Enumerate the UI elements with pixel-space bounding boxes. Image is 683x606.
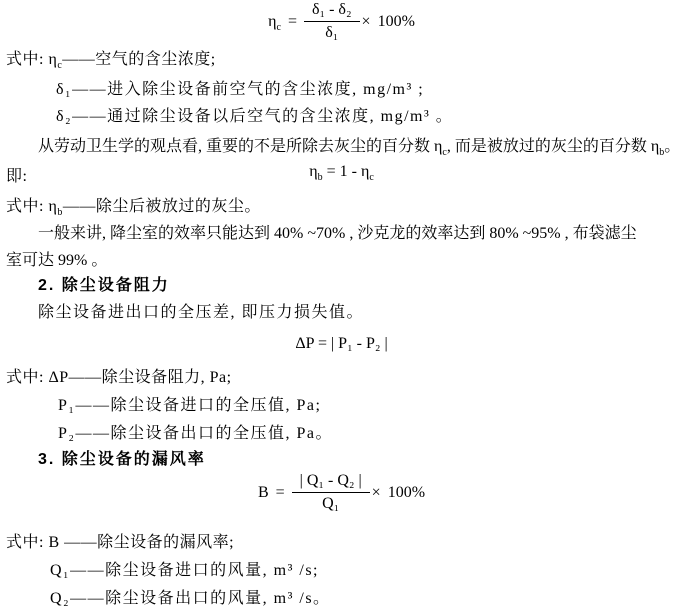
fraction-denominator: δ₁: [325, 24, 339, 41]
paragraph-hygiene-post: 。: [664, 138, 681, 155]
formula1-lhs: [268, 13, 281, 31]
eta-subscript: b: [317, 172, 323, 184]
where-clause-2: [6, 197, 261, 217]
where-clause-4: 式中: B ——除尘设备的漏风率;: [6, 534, 235, 551]
formula-dust-removal-efficiency: [0, 1, 683, 42]
definition-delta2: δ₂——通过除尘设备以后空气的含尘浓度, mg/m³ 。: [56, 108, 454, 125]
section-heading-resistance: 2. 除尘设备阻力: [38, 277, 170, 294]
definition-q2: Q₂——除尘设备出口的风量, m³ /s。: [50, 590, 331, 606]
percent-value: 100%: [387, 483, 426, 501]
formula-pressure-difference: [0, 335, 683, 353]
fraction-numerator: δ₁ - δ₂: [304, 1, 360, 22]
equals-sign: =: [287, 12, 297, 30]
definition-p2: P₂——除尘设备出口的全压值, Pa。: [58, 425, 333, 442]
paragraph-efficiency-ranges-line2: 室可达 99% 。: [6, 252, 108, 269]
eta-subscript: c: [57, 60, 63, 72]
paragraph-resistance-desc: 除尘设备进出口的全压差, 即压力损失值。: [38, 304, 365, 321]
where-clause-2-text: 式中: η: [6, 198, 58, 215]
fraction: [304, 1, 360, 42]
fraction-numerator: | Q₁ - Q₂ |: [292, 472, 370, 493]
formula4-lhs: B: [257, 483, 269, 501]
equals-sign: =: [275, 483, 285, 501]
where-clause-1-text: 式中: η: [6, 51, 58, 68]
eta-symbol: η: [309, 163, 318, 180]
section-heading-leakage: 3. 除尘设备的漏风率: [38, 451, 206, 468]
where-clause-3: 式中: ΔP——除尘设备阻力, Pa;: [6, 369, 232, 386]
multiply-sign: ×: [361, 12, 371, 30]
formula2-rhs: = 1 - η: [322, 163, 370, 180]
formula2-body: [309, 163, 374, 184]
paragraph-hygiene-pre: 从劳动卫生学的观点看, 重要的不是所除去灰尘的百分数 η: [38, 138, 443, 155]
formula-passed-dust: [0, 163, 683, 184]
eta-subscript: c: [276, 21, 281, 33]
formula3-body: ΔP = | P₁ - P₂ |: [295, 335, 388, 352]
where-clause-2-desc: ——除尘后被放过的灰尘。: [62, 198, 261, 215]
paragraph-efficiency-ranges-line1: 一般来讲, 降尘室的效率只能达到 40% ~70% , 沙克龙的效率达到 80% ~95% , 布袋滤尘: [38, 225, 637, 242]
fraction-denominator: Q₁: [322, 495, 340, 512]
eta-subscript: b: [57, 207, 63, 219]
eta-symbol: η: [268, 12, 277, 30]
paragraph-hygiene-mid: , 而是被放过的灰尘的百分数 η: [446, 138, 660, 155]
multiply-sign: ×: [371, 483, 381, 501]
fraction: [292, 472, 370, 513]
formula-leakage-rate: [0, 472, 683, 513]
where-clause-1: [6, 50, 216, 70]
eta-subscript: c: [442, 147, 447, 159]
percent-value: 100%: [377, 12, 415, 30]
definition-delta1: δ₁——进入除尘设备前空气的含尘浓度, mg/m³ ;: [56, 81, 425, 98]
eta-subscript: b: [659, 147, 665, 159]
where-clause-1-desc: ——空气的含尘浓度;: [62, 51, 216, 68]
eta-subscript: c: [369, 172, 374, 184]
definition-q1: Q₁——除尘设备进口的风量, m³ /s;: [50, 562, 319, 579]
label-namely: 即:: [6, 168, 28, 185]
paragraph-hygiene-view: [38, 137, 680, 157]
definition-p1: P₁——除尘设备进口的全压值, Pa;: [58, 397, 322, 414]
